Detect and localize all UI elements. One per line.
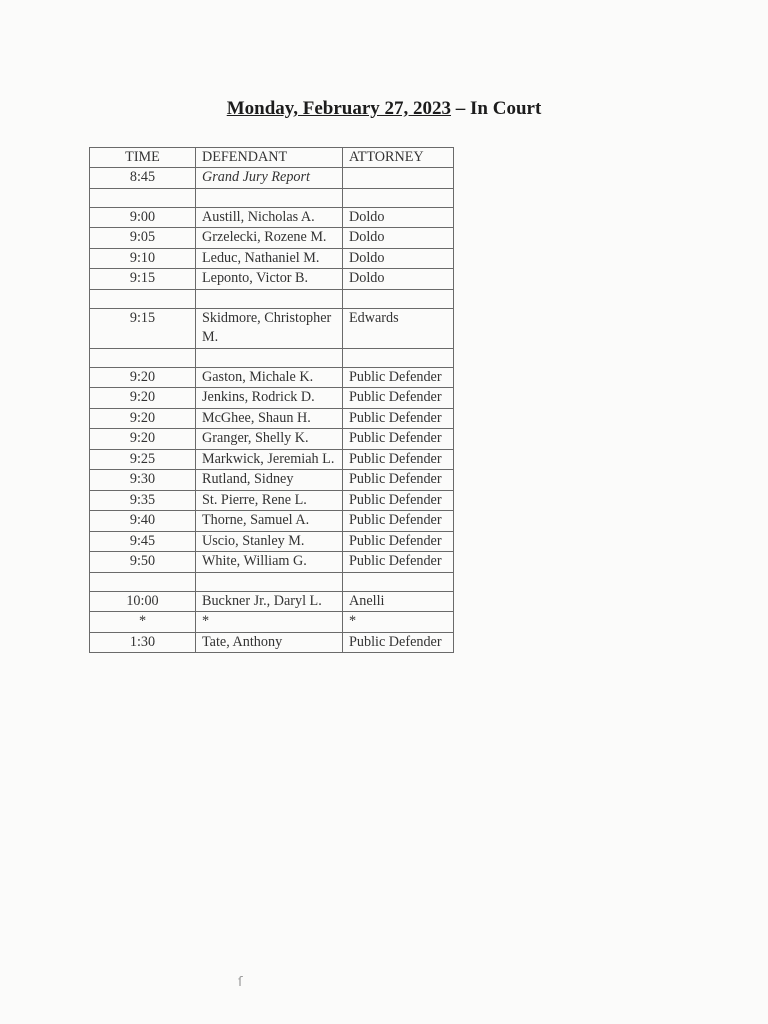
cell-time: 9:30 xyxy=(90,470,196,491)
cell-defendant xyxy=(196,289,343,308)
cell-time: 1:30 xyxy=(90,632,196,653)
table-row xyxy=(90,388,454,409)
table-row xyxy=(90,632,454,653)
cell-attorney: Public Defender xyxy=(343,552,454,573)
cell-defendant: Buckner Jr., Daryl L. xyxy=(196,591,343,612)
table-row xyxy=(90,248,454,269)
table-row xyxy=(90,348,454,367)
cell-attorney: Doldo xyxy=(343,228,454,249)
cell-time: 8:45 xyxy=(90,168,196,189)
header-row xyxy=(90,148,454,168)
table-row xyxy=(90,429,454,450)
table-row xyxy=(90,168,454,189)
cell-defendant: White, William G. xyxy=(196,552,343,573)
title-date: Monday, February 27, 2023 xyxy=(226,98,452,119)
cell-attorney: Public Defender xyxy=(343,511,454,532)
table-row xyxy=(90,531,454,552)
cell-attorney: Public Defender xyxy=(343,470,454,491)
cell-time: 10:00 xyxy=(90,591,196,612)
cell-defendant: Austill, Nicholas A. xyxy=(196,207,343,228)
table-row xyxy=(90,591,454,612)
cell-time: 9:20 xyxy=(90,429,196,450)
cell-defendant: Skidmore, Christopher M. xyxy=(196,308,343,348)
cell-defendant: St. Pierre, Rene L. xyxy=(196,490,343,511)
cell-defendant: * xyxy=(196,612,343,633)
table-row xyxy=(90,612,454,633)
cell-time: 9:35 xyxy=(90,490,196,511)
cell-attorney xyxy=(343,168,454,189)
table-row xyxy=(90,207,454,228)
cell-attorney xyxy=(343,289,454,308)
cell-time: 9:15 xyxy=(90,308,196,348)
cell-time xyxy=(90,289,196,308)
cell-defendant: Rutland, Sidney xyxy=(196,470,343,491)
cell-defendant xyxy=(196,348,343,367)
cell-attorney: Doldo xyxy=(343,269,454,290)
cell-time: 9:45 xyxy=(90,531,196,552)
cell-defendant: Uscio, Stanley M. xyxy=(196,531,343,552)
cell-defendant: Leduc, Nathaniel M. xyxy=(196,248,343,269)
cell-time: 9:50 xyxy=(90,552,196,573)
table-row xyxy=(90,511,454,532)
cell-time: 9:05 xyxy=(90,228,196,249)
table-row xyxy=(90,490,454,511)
cell-time: 9:15 xyxy=(90,269,196,290)
cell-defendant: Granger, Shelly K. xyxy=(196,429,343,450)
cell-defendant: Thorne, Samuel A. xyxy=(196,511,343,532)
table-row xyxy=(90,470,454,491)
table-row xyxy=(90,308,454,348)
cell-time xyxy=(90,572,196,591)
header-defendant: DEFENDANT xyxy=(196,148,343,168)
cell-defendant: McGhee, Shaun H. xyxy=(196,408,343,429)
table-row xyxy=(90,269,454,290)
header-time: TIME xyxy=(90,148,196,168)
cell-time: 9:40 xyxy=(90,511,196,532)
cell-time: 9:20 xyxy=(90,367,196,388)
cell-defendant xyxy=(196,188,343,207)
stray-mark: ſ xyxy=(238,975,243,990)
cell-attorney: Public Defender xyxy=(343,632,454,653)
cell-time xyxy=(90,348,196,367)
cell-attorney: Public Defender xyxy=(343,449,454,470)
cell-time: 9:20 xyxy=(90,388,196,409)
cell-defendant xyxy=(196,572,343,591)
cell-defendant: Markwick, Jeremiah L. xyxy=(196,449,343,470)
table-row xyxy=(90,228,454,249)
cell-defendant: Tate, Anthony xyxy=(196,632,343,653)
title-suffix: – In Court xyxy=(455,98,542,119)
cell-time: * xyxy=(90,612,196,633)
table-row xyxy=(90,289,454,308)
cell-attorney: Anelli xyxy=(343,591,454,612)
cell-time: 9:25 xyxy=(90,449,196,470)
table-row xyxy=(90,449,454,470)
cell-time: 9:00 xyxy=(90,207,196,228)
cell-defendant: Gaston, Michale K. xyxy=(196,367,343,388)
schedule-body xyxy=(90,148,454,653)
court-schedule-table xyxy=(89,147,454,653)
cell-attorney: Public Defender xyxy=(343,429,454,450)
header-attorney: ATTORNEY xyxy=(343,148,454,168)
table-row xyxy=(90,572,454,591)
table-row xyxy=(90,367,454,388)
cell-defendant: Leponto, Victor B. xyxy=(196,269,343,290)
table-row xyxy=(90,552,454,573)
cell-attorney: Edwards xyxy=(343,308,454,348)
table-row xyxy=(90,188,454,207)
cell-attorney: Public Defender xyxy=(343,408,454,429)
cell-attorney: Public Defender xyxy=(343,388,454,409)
cell-attorney: Doldo xyxy=(343,207,454,228)
table-row xyxy=(90,408,454,429)
cell-time xyxy=(90,188,196,207)
cell-time: 9:20 xyxy=(90,408,196,429)
cell-attorney: Doldo xyxy=(343,248,454,269)
cell-defendant: Jenkins, Rodrick D. xyxy=(196,388,343,409)
cell-time: 9:10 xyxy=(90,248,196,269)
cell-attorney: Public Defender xyxy=(343,367,454,388)
cell-attorney: * xyxy=(343,612,454,633)
cell-attorney xyxy=(343,348,454,367)
cell-attorney xyxy=(343,188,454,207)
cell-attorney: Public Defender xyxy=(343,490,454,511)
page-title xyxy=(0,98,768,120)
cell-attorney xyxy=(343,572,454,591)
cell-defendant: Grand Jury Report xyxy=(196,168,343,189)
cell-attorney: Public Defender xyxy=(343,531,454,552)
cell-defendant: Grzelecki, Rozene M. xyxy=(196,228,343,249)
